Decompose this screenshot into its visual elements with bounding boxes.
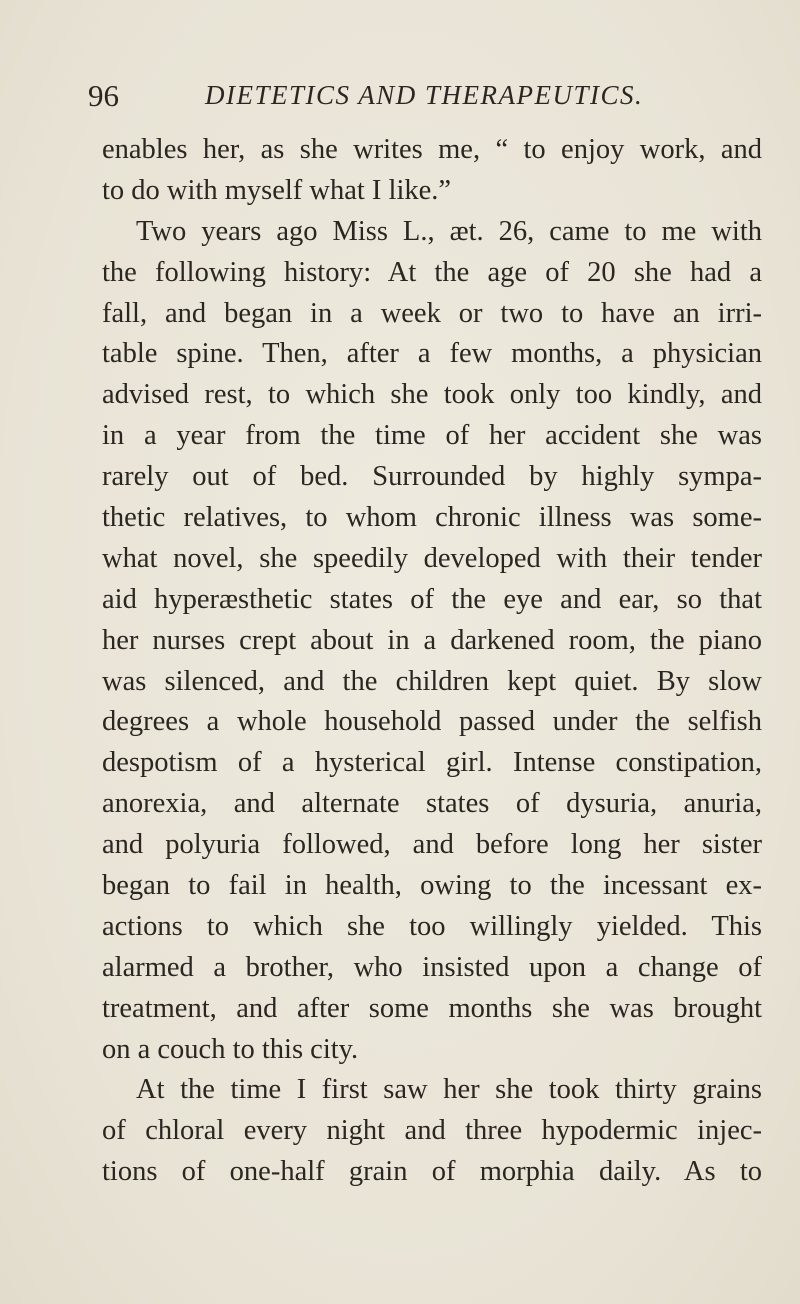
text-line: advised rest, to which she took only too kindly, and <box>102 379 762 411</box>
text-line: fall, and began in a week or two to have an irri- <box>102 297 762 329</box>
text-line: what novel, she speedily developed with their tender <box>102 542 762 574</box>
text-line: At the time I first saw her she took thirty grains <box>136 1074 762 1106</box>
text-line: began to fail in health, owing to the incessant ex- <box>102 870 762 902</box>
text-line: rarely out of bed. Surrounded by highly sympa- <box>102 461 762 493</box>
text-line: to do with myself what I like.” <box>102 174 452 206</box>
text-line: enables her, as she writes me, “ to enjoy work, and <box>102 134 762 165</box>
text-line: table spine. Then, after a few months, a physician <box>102 338 762 370</box>
running-title: DIETETICS AND THERAPEUTICS. <box>205 80 644 110</box>
text-line: degrees a whole household passed under the selfish <box>102 706 762 738</box>
text-line: her nurses crept about in a darkened room, the piano <box>102 624 762 656</box>
text-line: in a year from the time of her accident she was <box>102 420 762 452</box>
text-line: and polyuria followed, and before long her sister <box>102 829 762 861</box>
text-line: treatment, and after some months she was brought <box>102 992 762 1024</box>
text-line: of chloral every night and three hypodermic injec- <box>102 1115 762 1147</box>
text-line: despotism of a hysterical girl. Intense constipation, <box>102 747 762 779</box>
running-head <box>88 78 768 118</box>
text-line: aid hyperæsthetic states of the eye and ear, so that <box>102 583 762 615</box>
text-line: thetic relatives, to whom chronic illness was some- <box>102 502 762 534</box>
text-line: anorexia, and alternate states of dysuria, anuria, <box>102 788 762 820</box>
text-line: Two years ago Miss L., æt. 26, came to me with <box>136 215 762 247</box>
page-number: 96 <box>88 78 119 113</box>
text-line: alarmed a brother, who insisted upon a change of <box>102 951 762 983</box>
text-line: was silenced, and the children kept quiet. By slow <box>102 665 762 697</box>
text-line: actions to which she too willingly yielded. This <box>102 910 762 942</box>
text-line: on a couch to this city. <box>102 1033 359 1065</box>
text-line: tions of one-half grain of morphia daily. As to <box>102 1156 762 1188</box>
text-line: the following history: At the age of 20 she had a <box>102 256 762 288</box>
body-text <box>102 130 762 1193</box>
